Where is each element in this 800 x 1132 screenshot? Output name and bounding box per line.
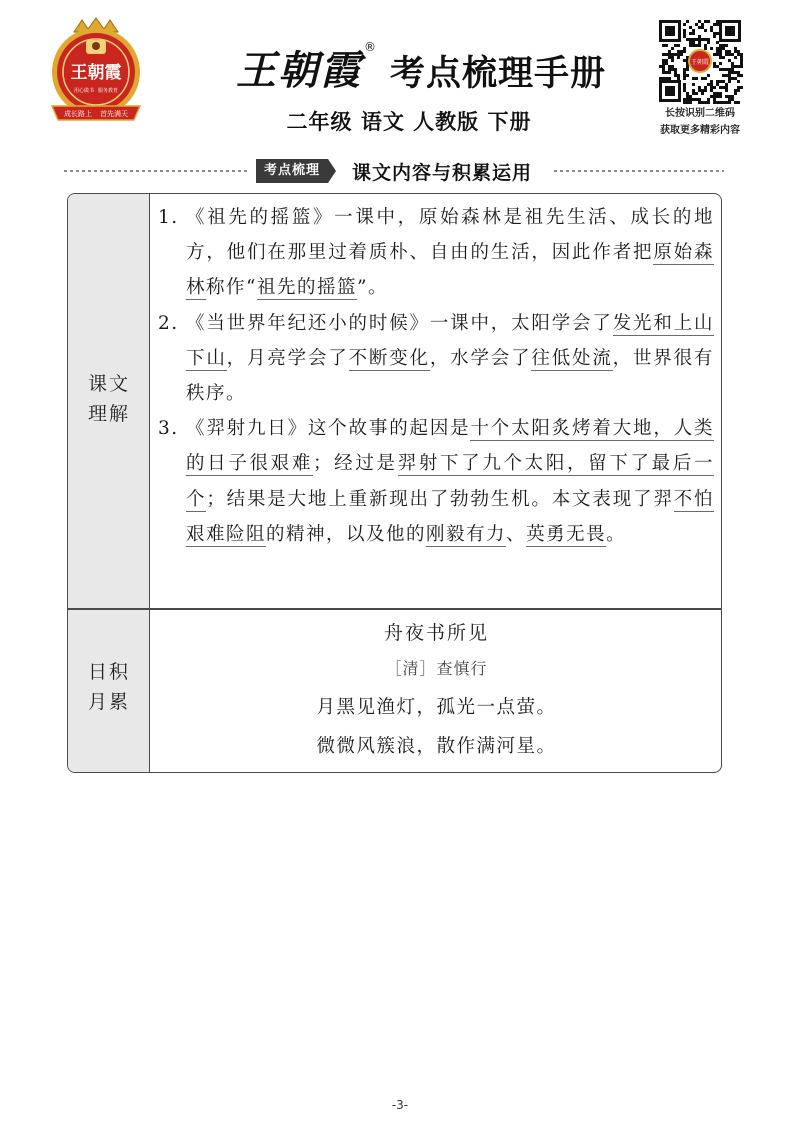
qr-code-icon[interactable] (657, 18, 743, 104)
understanding-content (158, 200, 714, 552)
poem-line: 微微风簇浪，散作满河星。 (316, 736, 557, 757)
page-number: -3- (391, 1098, 409, 1112)
logo-slogan-1: 用心做书 (73, 88, 95, 94)
row-label-understanding (68, 369, 150, 429)
answer-underline: 十个太阳炙烤着大地，人类的日子很艰难 (186, 418, 714, 475)
logo-ribbon-left: 成长路上 (64, 110, 92, 118)
label-line: 月累 (87, 691, 130, 713)
label-line: 理解 (87, 403, 130, 425)
logo-ribbon-right: 首先满天 (100, 110, 128, 118)
item-text: 的精神，以及他的 (266, 523, 427, 545)
content-table (67, 193, 722, 773)
poem-line: 月黑见渔灯，孤光一点萤。 (316, 697, 557, 718)
item-text: 《当世界年纪还小的时候》一课中，太阳学会了 (186, 312, 613, 334)
qr-code-block[interactable] (640, 18, 760, 138)
answer-underline: 不怕艰难险阻 (186, 488, 714, 545)
section-tag: 考点梳理 (256, 159, 328, 183)
poem-block (150, 618, 722, 762)
item-text: ；经过是 (313, 453, 398, 475)
list-item (158, 306, 714, 412)
item-text: ，水学会了 (429, 347, 532, 369)
list-item (158, 411, 714, 552)
answer-underline: 往低处流 (531, 347, 613, 369)
qr-caption-1: 长按识别二维码 (665, 108, 735, 119)
item-text: ，世界很有秩序。 (186, 347, 714, 405)
answer-underline: 祖先的摇篮 (256, 277, 357, 299)
brand-name: 王朝霞 (236, 47, 362, 94)
row-label-accumulation (68, 657, 150, 717)
label-line: 课文 (87, 373, 130, 395)
list-item (158, 200, 714, 306)
logo-slogan-2: 服务教育 (97, 88, 119, 94)
item-text: 《羿射九日》这个故事的起因是 (186, 418, 471, 440)
row-divider (68, 608, 721, 610)
section-title: 课文内容与积累运用 (352, 162, 533, 184)
item-text: 称作“ (206, 277, 257, 299)
section-bar (64, 158, 724, 184)
item-text: 、 (506, 523, 527, 545)
answer-underline: 原始森林 (186, 242, 714, 299)
dashed-divider-right (554, 170, 724, 172)
book-subtitle: 二年级 语文 人教版 下册 (286, 110, 532, 134)
registered-mark: ® (364, 40, 376, 54)
item-number: 2. (158, 312, 179, 334)
item-text: ；结果是大地上重新现出了勃勃生机。本文表现了羿 (206, 488, 674, 510)
answer-underline: 羿射下了九个太阳，留下了最后一个 (186, 453, 714, 510)
answer-underline: 发光和上山下山 (186, 312, 714, 369)
brand-row (236, 36, 606, 96)
item-text: 《祖先的摇篮》一课中，原始森林是祖先生活、成长的地方，他们在那里过着质朴、自由的生活，因此作者把 (186, 207, 714, 264)
qr-caption-2: 获取更多精彩内容 (660, 125, 740, 136)
item-text: ，月亮学会了 (226, 347, 349, 369)
logo-text: 王朝霞 (70, 63, 122, 83)
answer-underline: 不断变化 (348, 347, 430, 369)
qr-center-text: 王朝霞 (690, 59, 710, 66)
item-number: 1. (158, 207, 179, 228)
item-number: 3. (158, 418, 179, 440)
item-text: 。 (606, 523, 627, 545)
answer-underline: 英勇无畏 (526, 523, 607, 545)
label-line: 日积 (87, 661, 130, 683)
poem-title: 舟夜书所见 (383, 622, 489, 644)
poem-author: ［清］查慎行 (385, 659, 488, 678)
item-text: ”。 (357, 277, 388, 299)
answer-underline: 刚毅有力 (426, 523, 507, 545)
book-title: 考点梳理手册 (390, 54, 607, 94)
dashed-divider-left (64, 170, 250, 172)
